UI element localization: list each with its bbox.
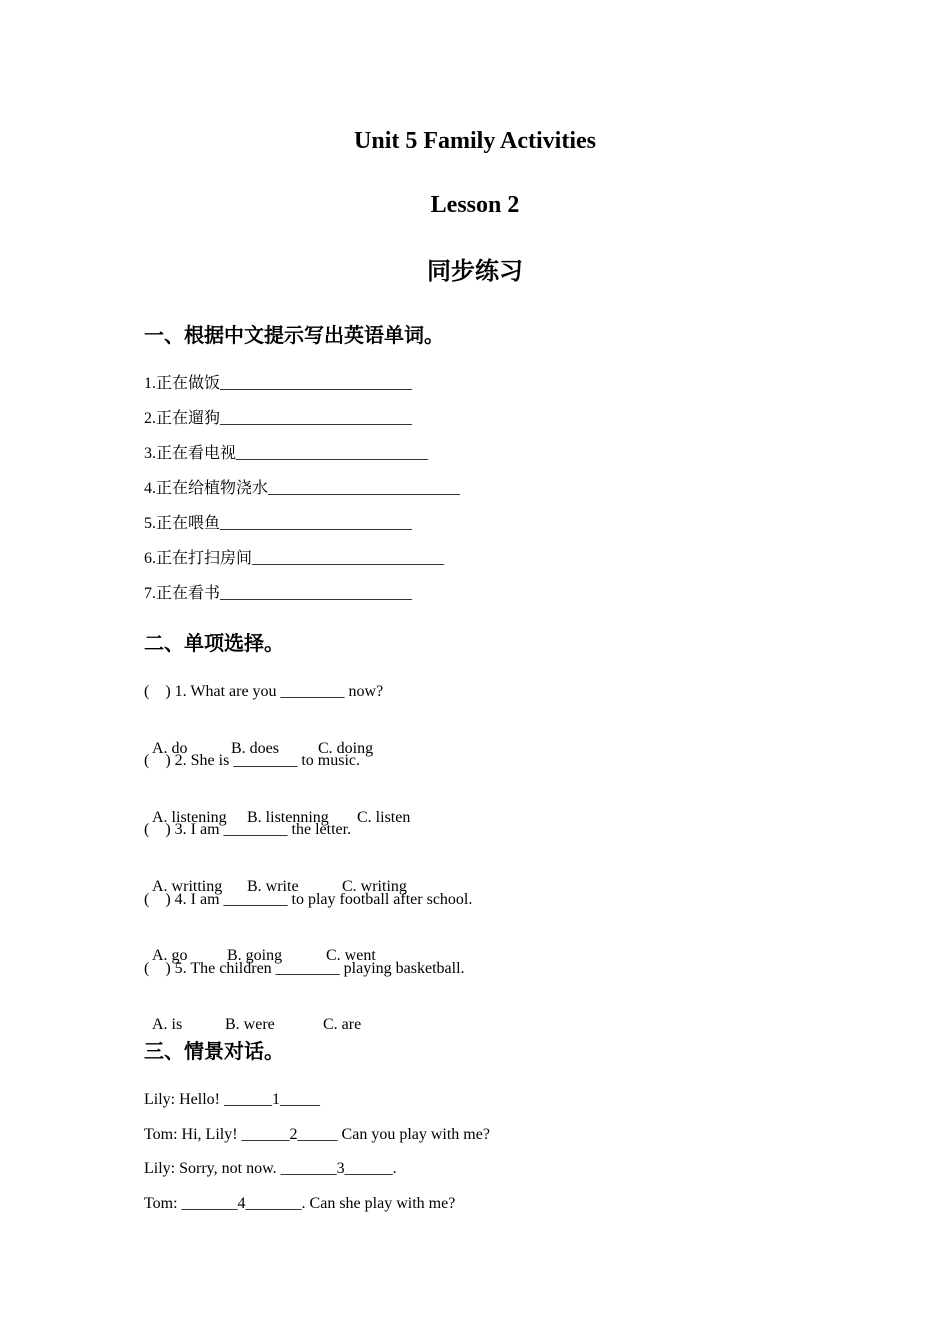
- option-b: B. does: [231, 740, 279, 757]
- part2-heading: 二、单项选择。: [144, 631, 284, 655]
- part3-heading: 三、情景对话。: [144, 1039, 284, 1063]
- dialogue-line-2: Tom: Hi, Lily! ______2_____ Can you play with me?: [144, 1126, 490, 1143]
- lesson-title: Lesson 2: [430, 192, 520, 218]
- option-a: A. is: [152, 1016, 183, 1033]
- option-c: C. are: [323, 1016, 362, 1033]
- option-c: C. writing: [342, 878, 407, 895]
- option-b: B. going: [227, 947, 283, 964]
- option-b: B. write: [247, 878, 299, 895]
- vocab-item-2: 2.正在遛狗________________________: [144, 410, 413, 427]
- option-b: B. listenning: [247, 809, 329, 826]
- vocab-item-6: 6.正在打扫房间________________________: [144, 550, 445, 567]
- vocab-item-7: 7.正在看书________________________: [144, 585, 413, 602]
- vocab-item-4: 4.正在给植物浇水________________________: [144, 480, 461, 497]
- option-a: A. go: [152, 947, 188, 964]
- option-c: C. doing: [318, 740, 374, 757]
- option-a: A. listening: [152, 809, 227, 826]
- vocab-item-5: 5.正在喂鱼________________________: [144, 515, 413, 532]
- question-5: ( ) 5. The children ________ playing basketball.: [144, 960, 465, 977]
- document-title: Unit 5 Family Activities: [354, 128, 596, 154]
- option-c: C. listen: [357, 809, 411, 826]
- option-a: A. writting: [152, 878, 223, 895]
- dialogue-line-1: Lily: Hello! ______1_____: [144, 1091, 320, 1108]
- vocab-item-1: 1.正在做饭________________________: [144, 375, 413, 392]
- question-4: ( ) 4. I am ________ to play football after school.: [144, 891, 473, 908]
- option-b: B. were: [225, 1016, 275, 1033]
- options-5: [144, 992, 361, 1036]
- dialogue-line-3: Lily: Sorry, not now. _______3______.: [144, 1160, 397, 1177]
- option-a: A. do: [152, 740, 188, 757]
- vocab-item-3: 3.正在看电视________________________: [144, 445, 429, 462]
- question-3: ( ) 3. I am ________ the letter.: [144, 821, 352, 838]
- part1-heading: 一、根据中文提示写出英语单词。: [144, 323, 444, 347]
- exercise-subtitle: 同步练习: [427, 257, 523, 285]
- question-2: ( ) 2. She is ________ to music.: [144, 752, 360, 769]
- dialogue-line-4: Tom: _______4_______. Can she play with me?: [144, 1195, 456, 1212]
- question-1: ( ) 1. What are you ________ now?: [144, 683, 384, 700]
- option-c: C. went: [326, 947, 376, 964]
